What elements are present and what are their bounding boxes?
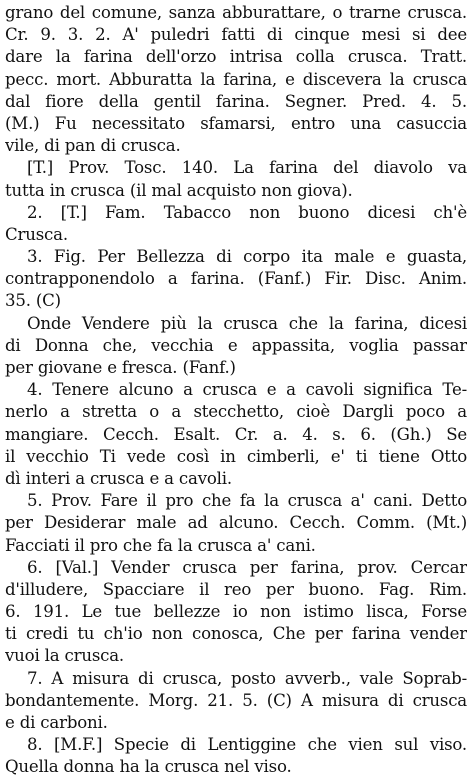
text-line: e di carboni. [5, 713, 108, 732]
text-line: (M.) Fu necessitato sfamarsi, entro una casuccia [5, 113, 467, 133]
text-line: vile, di pan di crusca. [5, 136, 181, 156]
text-line: ti credi tu ch'io non conosca, Che per farina vender [5, 624, 467, 644]
text-line: Crusca. [5, 224, 68, 244]
text-line: tutta in crusca (il mal acquisto non giova). [5, 180, 353, 200]
text-line: dal fiore della gentil farina. Segner. Pred. 4. 5. [5, 91, 467, 111]
text-line: 3. Fig. Per Bellezza di corpo ita male e guasta, [27, 247, 467, 267]
text-line: di Donna che, vecchia e appassita, voglia passar [5, 335, 467, 355]
text-line: 35. (C) [5, 291, 61, 311]
text-line: [T.] Prov. Tosc. 140. La farina del diavolo va [27, 158, 467, 178]
text-line: bondantemente. Morg. 21. 5. (C) A misura di crusca [5, 690, 467, 710]
text-line: Onde Vendere più la crusca che la farina, dicesi [27, 313, 467, 333]
text-line: pecc. mort. Abburatta la farina, e discevera la crusca [5, 69, 467, 89]
text-line: per Desiderar male ad alcuno. Cecch. Comm. (Mt.) [5, 513, 467, 533]
text-line: 5. Prov. Fare il pro che fa la crusca a' cani. Detto [27, 491, 467, 511]
text-line: il vecchio Ti vede così in cimberli, e' ti tiene Otto [5, 446, 467, 466]
text-line: grano del comune, sanza abburattare, o trarne crusca. [5, 3, 467, 22]
text-line: nerlo a stretta o a stecchetto, cioè Dargli poco a [5, 402, 467, 422]
text-line: per giovane e fresca. (Fanf.) [5, 358, 236, 377]
text-line: Quella donna ha la crusca nel viso. [5, 757, 292, 777]
text-line: Facciati il pro che fa la crusca a' cani. [5, 535, 316, 555]
text-line: d'illudere, Spacciare il reo per buono. Fag. Rim. [5, 579, 467, 599]
text-line: 4. Tenere alcuno a crusca e a cavoli significa Te- [27, 380, 467, 400]
text-line: contrapponendolo a farina. (Fanf.) Fir. Disc. Anim. [5, 269, 467, 289]
text-line: dì interi a crusca e a cavoli. [5, 468, 232, 488]
text-line: 7. A misura di crusca, posto avverb., vale Soprab- [27, 668, 467, 688]
text-line: 2. [T.] Fam. Tabacco non buono dicesi ch'è [27, 202, 467, 222]
text-line: 8. [M.F.] Specie di Lentiggine che vien sul viso. [27, 735, 467, 755]
text-line: vuoi la crusca. [5, 646, 124, 666]
text-line: 6. 191. Le tue bellezze io non istimo lisca, Forse [5, 602, 467, 622]
text-line: mangiare. Cecch. Esalt. Cr. a. 4. s. 6. (Gh.) Se [5, 424, 467, 444]
text-line: dare la farina dell'orzo intrisa colla crusca. Tratt. [5, 47, 467, 67]
text-line: Cr. 9. 3. 2. A' puledri fatti di cinque mesi si dee [5, 25, 467, 45]
text-line: 6. [Val.] Vender crusca per farina, prov. Cercar [27, 557, 467, 577]
